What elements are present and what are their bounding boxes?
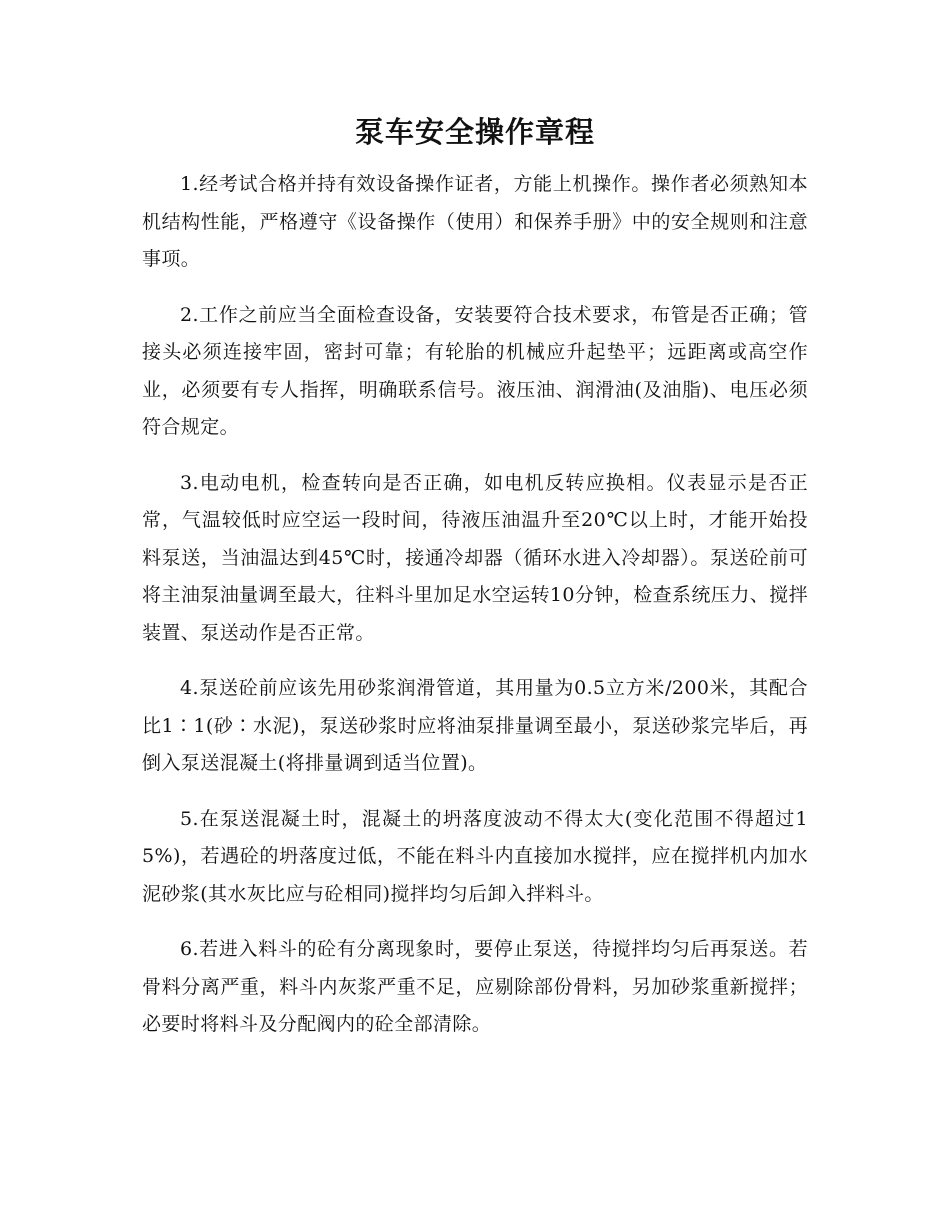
paragraph-5: 5.在泵送混凝土时，混凝土的坍落度波动不得太大(变化范围不得超过15%)，若遇砼的坍落度过低，不能在料斗内直接加水搅拌，应在搅拌机内加水泥砂浆(其水灰比应与砼相同)搅拌均匀后卸入拌料斗。 bbox=[142, 807, 808, 905]
document-title: 泵车安全操作章程 bbox=[354, 115, 595, 149]
paragraph-4: 4.泵送砼前应该先用砂浆润滑管道，其用量为0.5立方米/200米，其配合比1∶1(砂∶水泥)，泵送砂浆时应将油泵排量调至最小，泵送砂浆完毕后，再倒入泵送混凝土(将排量调到适当位置)。 bbox=[142, 677, 808, 774]
paragraph-1: 1.经考试合格并持有效设备操作证者，方能上机操作。操作者必须熟知本机结构性能，严格遵守《设备操作（使用）和保养手册》中的安全规则和注意事项。 bbox=[142, 173, 808, 270]
document-body bbox=[142, 166, 808, 1062]
paragraph-3: 3.电动电机，检查转向是否正确，如电机反转应换相。仪表显示是否正常，气温较低时应空运一段时间，待液压油温升至20℃以上时，才能开始投料泵送，当油温达到45℃时，接通冷却器（循环水进入冷却器）。泵送砼前可将主油泵油量调至最大，往料斗里加足水空运转10分钟，检查系统压力、搅拌装置、泵送动作是否正常。 bbox=[142, 471, 808, 644]
paragraph-2: 2.工作之前应当全面检查设备，安装要符合技术要求，布管是否正确；管接头必须连接牢固，密封可靠；有轮胎的机械应升起垫平；远距离或高空作业，必须要有专人指挥，明确联系信号。液压油、润滑油(及油脂)、电压必须符合规定。 bbox=[142, 303, 808, 438]
paragraph-6: 6.若进入料斗的砼有分离现象时，要停止泵送，待搅拌均匀后再泵送。若骨料分离严重，料斗内灰浆严重不足，应剔除部份骨料，另加砂浆重新搅拌；必要时将料斗及分配阀内的砼全部清除。 bbox=[142, 938, 808, 1035]
